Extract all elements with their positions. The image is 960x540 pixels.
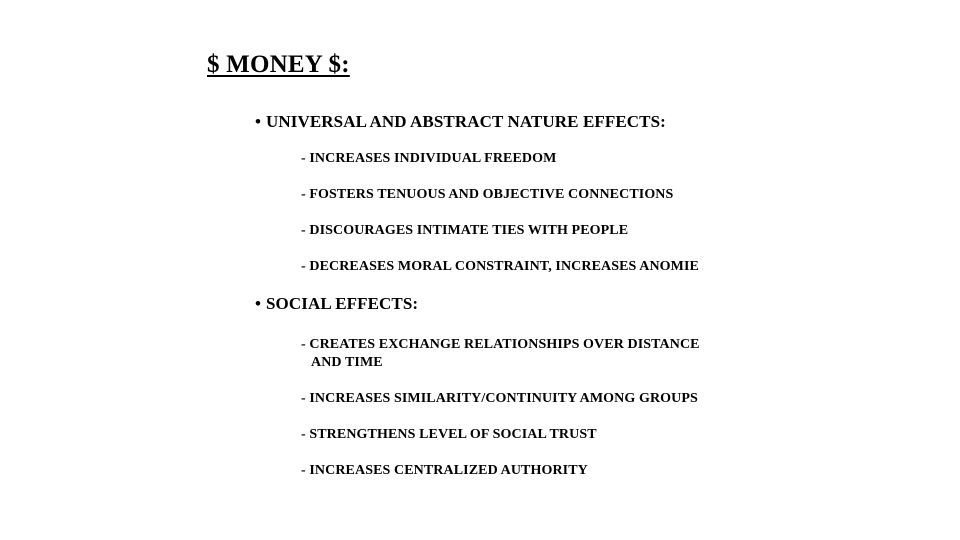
list-item-line: - CREATES EXCHANGE RELATIONSHIPS OVER DISTANCE <box>301 337 700 352</box>
section-heading-social <box>255 294 418 314</box>
list-item <box>301 336 700 372</box>
bullet-icon: • <box>255 112 262 131</box>
list-item: - DISCOURAGES INTIMATE TIES WITH PEOPLE <box>301 223 629 238</box>
section-heading-universal <box>255 112 666 132</box>
list-item: - FOSTERS TENUOUS AND OBJECTIVE CONNECTIONS <box>301 187 674 202</box>
list-item: - INCREASES SIMILARITY/CONTINUITY AMONG GROUPS <box>301 391 698 406</box>
list-item: - DECREASES MORAL CONSTRAINT, INCREASES ANOMIE <box>301 259 699 274</box>
list-item: - INCREASES CENTRALIZED AUTHORITY <box>301 463 588 478</box>
bullet-icon: • <box>255 294 262 313</box>
section-heading-text: SOCIAL EFFECTS: <box>266 294 419 313</box>
section-heading-text: UNIVERSAL AND ABSTRACT NATURE EFFECTS: <box>266 112 666 131</box>
list-item-continuation: AND TIME <box>311 355 383 370</box>
slide-title: $ MONEY $: <box>207 51 350 78</box>
list-item: - INCREASES INDIVIDUAL FREEDOM <box>301 151 557 166</box>
list-item: - STRENGTHENS LEVEL OF SOCIAL TRUST <box>301 427 597 442</box>
